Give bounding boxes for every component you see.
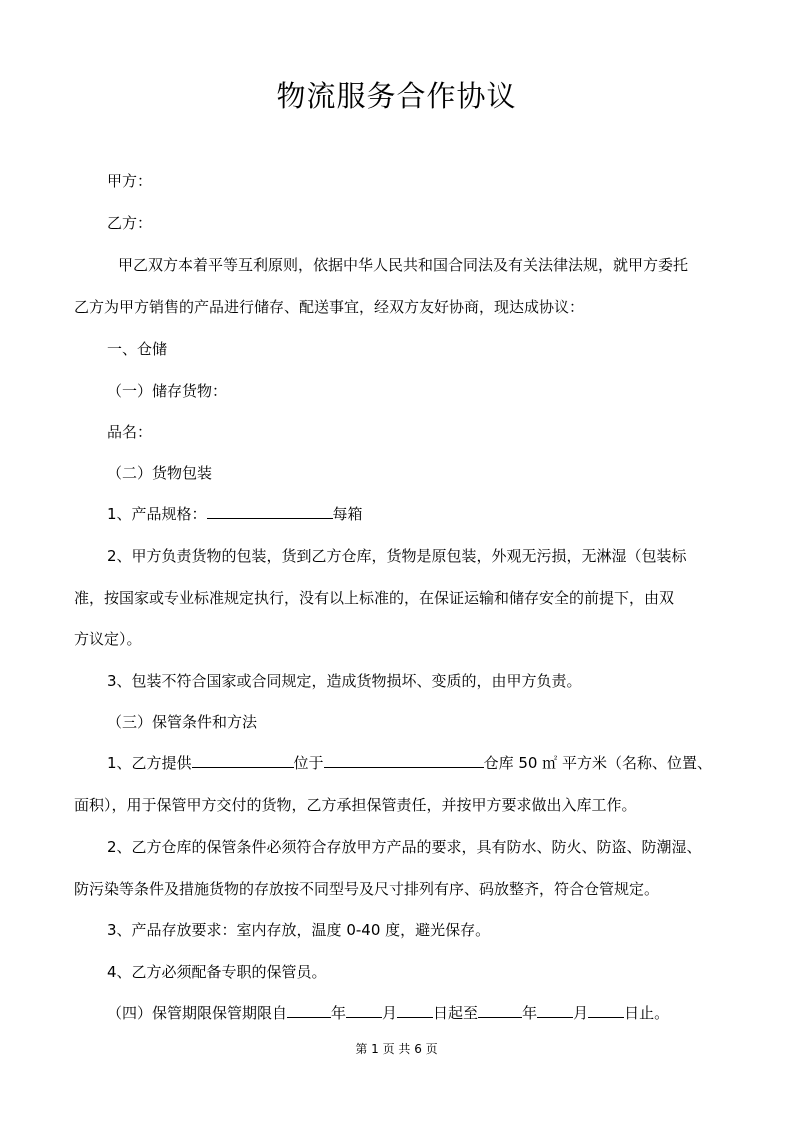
storage-clause-1-line-1 xyxy=(107,752,712,774)
storage-period-line xyxy=(107,1002,669,1024)
end-day-label: 日止。 xyxy=(624,1004,670,1022)
start-year-blank[interactable] xyxy=(287,1003,331,1018)
section-heading-warehousing: 一、仓储 xyxy=(107,340,168,358)
start-day-blank[interactable] xyxy=(397,1003,433,1018)
intro-paragraph-line-2: 乙方为甲方销售的产品进行储存、配送事宜，经双方友好协商，现达成协议： xyxy=(74,298,585,316)
end-year-blank[interactable] xyxy=(478,1003,522,1018)
product-name-label: 品名： xyxy=(107,423,153,441)
end-day-blank[interactable] xyxy=(588,1003,624,1018)
storage-clause-3: 3、产品存放要求：室内存放，温度 0-40 度，避光保存。 xyxy=(107,921,491,939)
storage-clause-2-line-2: 防污染等条件及措施货物的存放按不同型号及尺寸排列有序、码放整齐，符合仓管规定。 xyxy=(74,880,660,898)
subsection-storage-conditions: （三）保管条件和方法 xyxy=(107,713,258,731)
storage-clause-1-line-2: 面积），用于保管甲方交付的货物，乙方承担保管责任，并按甲方要求做出入库工作。 xyxy=(74,796,637,814)
packaging-clause-2-line-2: 准，按国家或专业标准规定执行，没有以上标准的，在保证运输和储存安全的前提下，由双 xyxy=(74,589,675,607)
subsection-stored-goods: （一）储存货物： xyxy=(107,382,228,400)
storage-clause-4: 4、乙方必须配备专职的保管员。 xyxy=(107,963,327,981)
party-a-label: 甲方： xyxy=(107,172,153,190)
product-spec-blank[interactable] xyxy=(207,504,333,519)
product-spec-label: 1、产品规格： xyxy=(107,505,207,523)
warehouse-location-blank[interactable] xyxy=(324,753,484,768)
intro-paragraph-line-1: 甲乙双方本着平等互利原则，依据中华人民共和国合同法及有关法律法规，就甲方委托 xyxy=(118,256,689,274)
product-spec-line xyxy=(107,503,363,525)
product-spec-suffix: 每箱 xyxy=(332,505,363,523)
packaging-clause-2-line-1: 2、甲方负责货物的包装，货到乙方仓库，货物是原包装，外观无污损，无淋湿（包装标 xyxy=(107,547,687,565)
warehouse-name-blank[interactable] xyxy=(192,753,294,768)
storage-clause-1-part-c: 仓库 50 ㎡ 平方米（名称、位置、 xyxy=(483,754,712,772)
storage-clause-1-part-b: 位于 xyxy=(293,754,324,772)
start-month-blank[interactable] xyxy=(346,1003,382,1018)
start-day-label: 日起至 xyxy=(433,1004,479,1022)
packaging-clause-2-line-3: 方议定）。 xyxy=(74,630,142,648)
start-month-label: 月 xyxy=(382,1004,398,1022)
storage-clause-2-line-1: 2、乙方仓库的保管条件必须符合存放甲方产品的要求，具有防水、防火、防盗、防潮湿、 xyxy=(107,838,702,856)
packaging-clause-3: 3、包装不符合国家或合同规定，造成货物损坏、变质的，由甲方负责。 xyxy=(107,672,582,690)
end-month-blank[interactable] xyxy=(537,1003,573,1018)
storage-period-label: （四）保管期限保管期限自 xyxy=(107,1004,288,1022)
end-year-label: 年 xyxy=(522,1004,538,1022)
storage-clause-1-part-a: 1、乙方提供 xyxy=(107,754,192,772)
page-title: 物流服务合作协议 xyxy=(276,79,517,113)
party-b-label: 乙方： xyxy=(107,214,153,232)
subsection-packaging: （二）货物包装 xyxy=(107,464,213,482)
page-number-footer: 第 1 页 共 6 页 xyxy=(355,1042,438,1056)
end-month-label: 月 xyxy=(573,1004,589,1022)
start-year-label: 年 xyxy=(331,1004,347,1022)
